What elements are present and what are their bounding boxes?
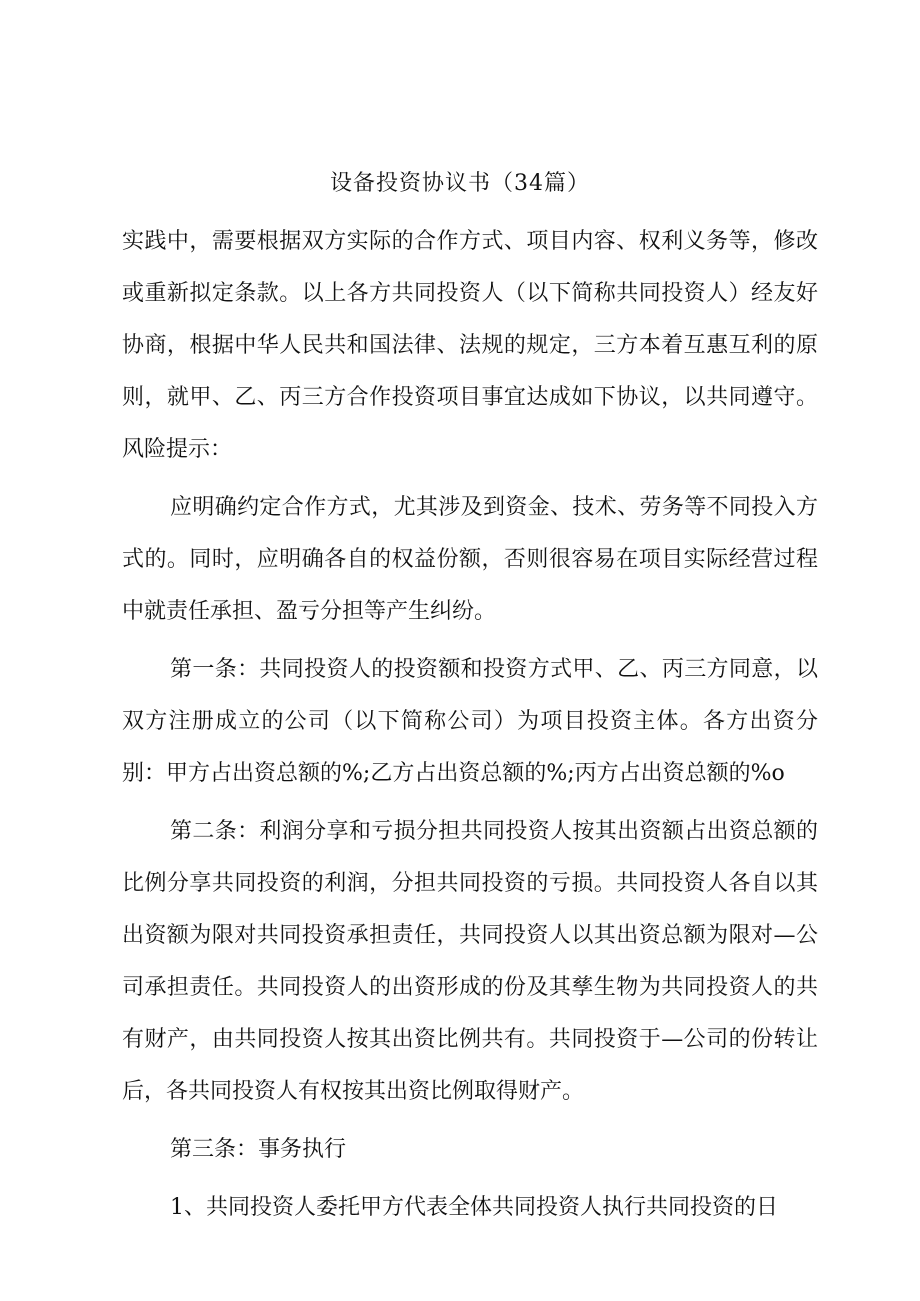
- document-body: [122, 216, 818, 1234]
- paragraph-risk-note: 应明确约定合作方式，尤其涉及到资金、技术、劳务等不同投入方式的。同时，应明确各自的权益份额，否则很容易在项目实际经营过程中就责任承担、盈亏分担等产生纠纷。: [122, 495, 818, 624]
- paragraph-article-1: 第一条：共同投资人的投资额和投资方式甲、乙、丙三方同意，以双方注册成立的公司（以下简称公司）为项目投资主体。各方出资分别：甲方占出资总额的%;乙方占出资总额的%;丙方占出资总额的%o: [122, 657, 818, 786]
- paragraph-article-3-item-1: 1、共同投资人委托甲方代表全体共同投资人执行共同投资的日: [170, 1195, 778, 1220]
- paragraph-intro: 实践中，需要根据双方实际的合作方式、项目内容、权利义务等，修改或重新拟定条款。以上各方共同投资人（以下简称共同投资人）经友好协商，根据中华人民共和国法律、法规的规定，三方本着互惠互利的原则，就甲、乙、丙三方合作投资项目事宜达成如下协议，以共同遵守。风险提示：: [122, 229, 818, 462]
- paragraph-article-2: 第二条：利润分享和亏损分担共同投资人按其出资额占出资总额的比例分享共同投资的利润，分担共同投资的亏损。共同投资人各自以其出资额为限对共同投资承担责任，共同投资人以其出资总额为限对—公司承担责任。共同投资人的出资形成的份及其孳生物为共同投资人的共有财产，由共同投资人按其出资比例共有。共同投资于—公司的份转让后，各共同投资人有权按其出资比例取得财产。: [122, 819, 818, 1104]
- document-title: 设备投资协议书（34篇）: [330, 171, 590, 196]
- paragraph-article-3-heading: 第三条：事务执行: [170, 1137, 347, 1162]
